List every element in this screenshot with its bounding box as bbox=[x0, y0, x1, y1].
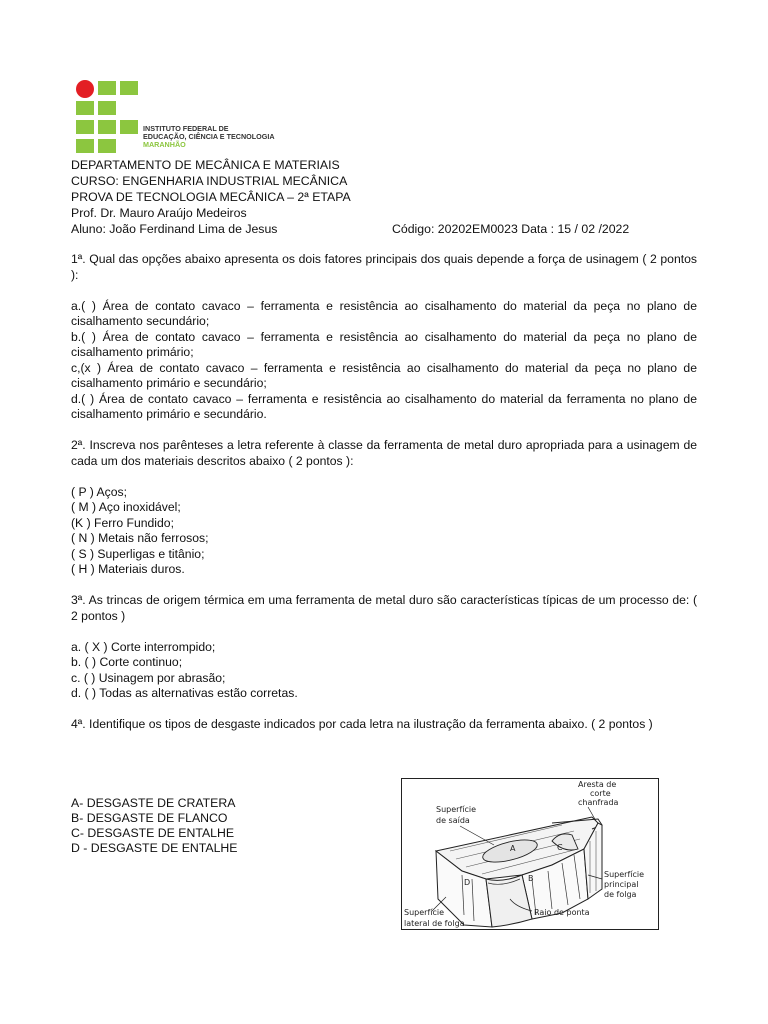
label-lateral-line-1: Superfície bbox=[404, 908, 445, 917]
label-raio-de-ponta: Raio de ponta bbox=[534, 908, 590, 917]
logo-line-2: EDUCAÇÃO, CIÊNCIA E TECNOLOGIA bbox=[143, 132, 275, 141]
q2-item: ( P ) Aços; bbox=[71, 484, 127, 499]
q4-answer-d: D - DESGASTE DE ENTALHE bbox=[71, 841, 238, 855]
q2-item: (K ) Ferro Fundido; bbox=[71, 515, 174, 530]
q2-item: ( H ) Materiais duros. bbox=[71, 562, 185, 576]
logo-square bbox=[98, 101, 116, 115]
logo-text bbox=[143, 125, 275, 149]
letter-c: C bbox=[557, 843, 563, 852]
question-1: 1ª. Qual das opções abaixo apresenta os dois fatores principais dos quais depende a força de usinagem ( 2 pontos ): bbox=[71, 252, 697, 282]
letter-d: D bbox=[464, 878, 471, 887]
q2-item: ( S ) Superligas e titânio; bbox=[71, 546, 205, 561]
label-principal-line-1: Superfície bbox=[604, 870, 645, 879]
tool-wear-illustration bbox=[402, 779, 659, 930]
q3-option: b. ( ) Corte continuo; bbox=[71, 655, 183, 669]
q1-option-a: a.( ) Área de contato cavaco – ferramenta e resistência ao cisalhamento do material da peça no plano de cisalhamento secundário; bbox=[71, 298, 697, 328]
question-4: 4ª. Identifique os tipos de desgaste indicados por cada letra na ilustração da ferramenta abaixo. ( 2 pontos ) bbox=[71, 717, 653, 731]
q3-option: a. ( X ) Corte interrompido; bbox=[71, 639, 216, 654]
logo-square bbox=[98, 81, 116, 95]
logo-square bbox=[76, 101, 94, 115]
exam-body bbox=[71, 252, 697, 733]
tool-wear-figure bbox=[401, 778, 659, 930]
label-aresta-line-1: Aresta de bbox=[578, 780, 617, 789]
institution-logo bbox=[76, 80, 316, 158]
course: CURSO: ENGENHARIA INDUSTRIAL MECÂNICA bbox=[71, 174, 348, 188]
q2-item: ( N ) Metais não ferrosos; bbox=[71, 531, 209, 545]
q4-answer-a: A- DESGASTE DE CRATERA bbox=[71, 796, 236, 810]
student: Aluno: João Ferdinand Lima de Jesus bbox=[71, 222, 278, 236]
q4-answer-b: B- DESGASTE DE FLANCO bbox=[71, 811, 228, 825]
q3-options bbox=[71, 640, 697, 702]
letter-b: B bbox=[528, 874, 534, 883]
q4-answer-c: C- DESGASTE DE ENTALHE bbox=[71, 826, 235, 840]
q3-option: c. ( ) Usinagem por abrasão; bbox=[71, 670, 226, 685]
question-2: 2ª. Inscreva nos parênteses a letra referente à classe da ferramenta de metal duro apropriada para a usinagem de cada um dos materiais descritos abaixo ( 2 pontos ): bbox=[71, 438, 697, 468]
letter-a: A bbox=[510, 844, 516, 853]
q3-option: d. ( ) Todas as alternativas estão corretas. bbox=[71, 686, 298, 700]
logo-square bbox=[98, 120, 116, 134]
logo-square bbox=[120, 120, 138, 134]
logo-line-3: MARANHÃO bbox=[143, 140, 186, 149]
logo-square bbox=[120, 81, 138, 95]
label-aresta-line-2: corte bbox=[590, 789, 611, 798]
logo-square bbox=[76, 139, 94, 153]
label-principal-line-2: principal bbox=[604, 880, 639, 889]
logo-line-1: INSTITUTO FEDERAL DE bbox=[143, 124, 229, 133]
q1-option-d: d.( ) Área de contato cavaco – ferramenta e resistência ao cisalhamento do material da ferramenta no plano de cisalhamento primário e secundário. bbox=[71, 391, 697, 421]
q2-list bbox=[71, 485, 697, 578]
label-principal-line-3: de folga bbox=[604, 890, 637, 899]
label-saida-line-1: Superfície bbox=[436, 805, 477, 814]
q4-answers bbox=[71, 796, 238, 856]
q1-option-c: c,(x ) Área de contato cavaco – ferramenta e resistência ao cisalhamento do material da peça no plano de cisalhamento primário e secundário; bbox=[71, 360, 697, 390]
code-date: Código: 20202EM0023 Data : 15 / 02 /2022 bbox=[392, 222, 630, 236]
logo-red-dot bbox=[76, 80, 94, 98]
logo-square bbox=[98, 139, 116, 153]
label-aresta-line-3: chanfrada bbox=[578, 798, 619, 807]
department: DEPARTAMENTO DE MECÂNICA E MATERIAIS bbox=[71, 158, 340, 172]
exam-header bbox=[71, 158, 701, 238]
q2-item: ( M ) Aço inoxidável; bbox=[71, 500, 181, 514]
q1-option-b: b.( ) Área de contato cavaco – ferramenta e resistência ao cisalhamento do material da peça no plano de cisalhamento primário; bbox=[71, 329, 697, 359]
label-saida-line-2: de saída bbox=[436, 816, 470, 825]
label-lateral-line-2: lateral de folga bbox=[404, 919, 465, 928]
logo-square bbox=[76, 120, 94, 134]
professor: Prof. Dr. Mauro Araújo Medeiros bbox=[71, 206, 247, 220]
question-3: 3ª. As trincas de origem térmica em uma ferramenta de metal duro são características típicas de um processo de: ( 2 pontos ) bbox=[71, 593, 697, 623]
exam-title: PROVA DE TECNOLOGIA MECÂNICA – 2ª ETAPA bbox=[71, 190, 351, 204]
